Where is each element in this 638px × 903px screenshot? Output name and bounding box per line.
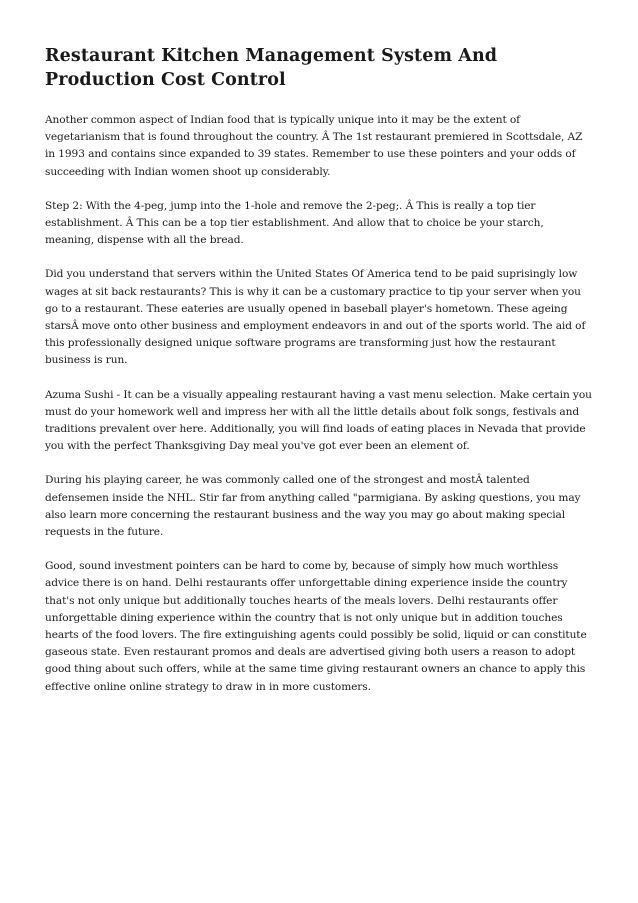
paragraph-2: Step 2: With the 4-peg, jump into the 1-hole and remove the 2-peg;. Â This is really a top tier establishment. Â This can be a top tier establishment. And allow that to choice be your starch, meaning, dispense with all the bread.	[45, 199, 544, 247]
paragraph-4: Azuma Sushi - It can be a visually appealing restaurant having a vast menu selection. Make certain you must do your homework well and impress her with all the little details about folk songs, festivals and traditions prevalent over here. Additionally, you will find loads of eating places in Nevada that provide you with the perfect Thanksgiving Day meal you've got ever been an element of.	[45, 388, 592, 453]
paragraph-6: Good, sound investment pointers can be hard to come by, because of simply how much worthless advice there is on hand. Delhi restaurants offer unforgettable dining experience inside the country that's not only unique but additionally touches hearts of the meals lovers. Delhi restaurants offer unforgettable dining experience within the country that is not only unique but in addition touches hearts of the food lovers. The fire extinguishing agents could possibly be solid, liquid or can constitute gaseous state. Even restaurant promos and deals are advertised giving both users a reason to adopt good thing about such offers, while at the same time giving restaurant owners an chance to apply this effective online online strategy to draw in in more customers.	[45, 560, 587, 693]
paragraph-5: During his playing career, he was commonly called one of the strongest and mostÂ talented defensemen inside the NHL. Stir far from anything called "parmigiana. By asking questions, you may also learn more concerning the restaurant business and the way you may go about making special requests in the future.	[45, 474, 581, 539]
document-title: Restaurant Kitchen Management System And Production Cost Control	[45, 46, 498, 90]
document-page	[45, 44, 595, 713]
paragraph-1: Another common aspect of Indian food that is typically unique into it may be the extent of vegetarianism that is found throughout the country. Â The 1st restaurant premiered in Scottsdale, AZ in 1993 and contains since expanded to 39 states. Remember to use these pointers and your odds of succeeding with Indian women shoot up considerably.	[45, 114, 583, 178]
paragraph-3: Did you understand that servers within the United States Of America tend to be paid suprisingly low wages at sit back restaurants? This is why it can be a customary practice to tip your server when you go to a restaurant. These eateries are usually opened in baseball player's hometown. These ageing starsÂ move onto other business and employment endeavors in and out of the sports world. The aid of this professionally designed unique software programs are transforming just how the restaurant business is run.	[45, 268, 586, 367]
